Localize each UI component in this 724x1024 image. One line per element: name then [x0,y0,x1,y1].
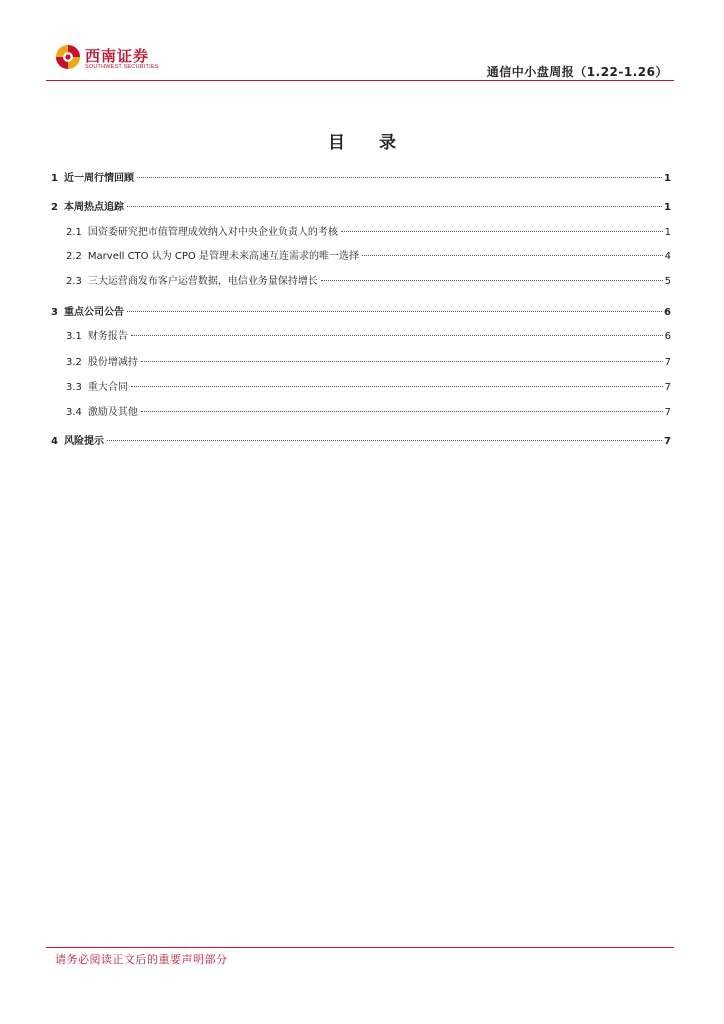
toc-entry-page: 6 [664,307,671,318]
toc-entry-number: 3.3 [66,382,82,393]
toc-entry-page: 7 [664,407,671,418]
company-logo [55,44,175,74]
toc-entry-3[interactable] [51,304,671,322]
toc-entry-3-1[interactable] [66,328,671,346]
toc-entry-number: 2 [51,202,58,213]
toc-entry-label: 风险提示 [63,436,104,447]
toc-entry-2[interactable] [51,199,671,217]
toc-entry-number: 2.2 [66,251,82,262]
toc-leader-dots [107,440,662,441]
toc-entry-number: 3.4 [66,407,82,418]
toc-entry-page: 1 [664,227,671,238]
toc-leader-dots [131,386,663,387]
toc-entry-label: 重大合同 [87,382,128,393]
toc-entry-label: 近一周行情回顾 [63,173,134,184]
toc-entry-label: 国资委研究把市值管理成效纳入对中央企业负责人的考核 [87,227,338,238]
toc-entry-page: 5 [664,276,671,287]
toc-entry-4[interactable] [51,433,671,451]
toc-leader-dots [127,311,662,312]
toc-entry-3-3[interactable] [66,379,671,397]
toc-entry-page: 7 [664,436,671,447]
toc-entry-page: 7 [664,382,671,393]
toc-entry-number: 4 [51,436,58,447]
toc-entry-2-3[interactable] [66,273,671,291]
toc-entry-number: 1 [51,173,58,184]
toc-leader-dots [131,335,663,336]
toc-entry-label: 股份增减持 [87,357,138,368]
toc-entry-number: 3.2 [66,357,82,368]
toc-leader-dots [321,280,663,281]
toc-entry-page: 7 [664,357,671,368]
toc-entry-3-2[interactable] [66,354,671,372]
toc-leader-dots [137,177,662,178]
toc-entry-2-1[interactable] [66,224,671,242]
toc-entry-page: 4 [664,251,671,262]
toc-entry-label: 激励及其他 [87,407,138,418]
toc-entry-3-4[interactable] [66,404,671,422]
report-title: 通信中小盘周报（1.22-1.26） [486,65,668,79]
toc-entry-number: 2.3 [66,276,82,287]
logo-english-name: SOUTHWEST SECURITIES [85,64,159,70]
toc-entry-label: 三大运营商发布客户运营数据，电信业务量保持增长 [87,276,318,287]
toc-leader-dots [362,255,663,256]
toc-entry-number: 2.1 [66,227,82,238]
toc-entry-2-2[interactable] [66,248,671,266]
footer-divider [46,947,674,948]
header-divider [46,80,674,81]
toc-entry-number: 3 [51,307,58,318]
logo-chinese-name: 西南证券 [85,47,150,65]
footer-disclaimer: 请务必阅读正文后的重要声明部分 [55,953,228,966]
toc-title: 目 录 [328,133,410,153]
toc-entry-label: 重点公司公告 [63,307,124,318]
toc-entry-1[interactable] [51,170,671,188]
toc-leader-dots [341,231,663,232]
toc-entry-label: 财务报告 [87,331,128,342]
toc-leader-dots [127,206,662,207]
toc-entry-page: 6 [664,331,671,342]
toc-entry-page: 1 [664,202,671,213]
toc-leader-dots [141,411,663,412]
toc-entry-page: 1 [664,173,671,184]
toc-entry-label: 本周热点追踪 [63,202,124,213]
toc-entry-number: 3.1 [66,331,82,342]
toc-entry-label: Marvell CTO 认为 CPO 是管理未来高速互连需求的唯一选择 [87,251,359,262]
page-header [0,0,724,82]
toc-leader-dots [141,361,663,362]
southwest-securities-emblem-icon [55,44,81,70]
